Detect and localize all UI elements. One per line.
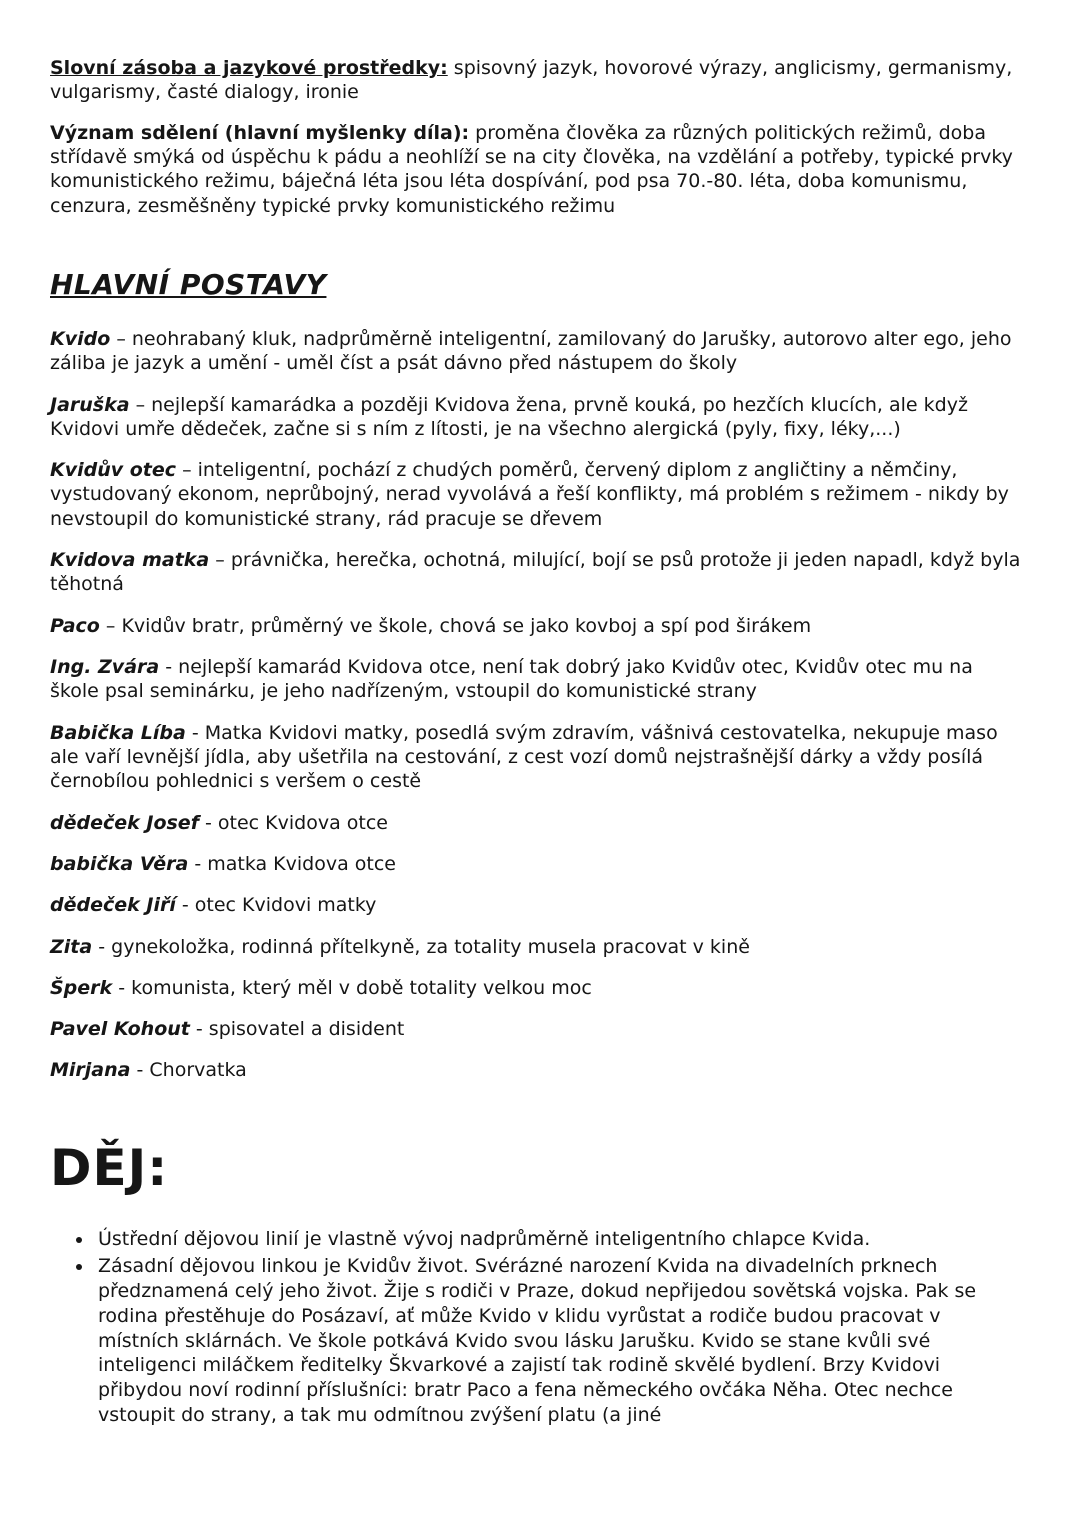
- vocab-paragraph: [50, 56, 1026, 105]
- character-paco: [50, 614, 1026, 638]
- character-desc: – neohrabaný kluk, nadprůměrně inteligentní, zamilovaný do Jarušky, autorovo alter ego, jeho záliba je jazyk a umění - uměl číst a psát dávno před nástupem do školy: [50, 327, 1012, 375]
- plot-bullet: • Zásadní dějovou linkou je Kvidův život. Svérázné narození Kvida na divadelních prknech předznamená celý jeho život. Žije s rodiči v Praze, dokud nepřijedou sovětská vojska. Pak se rodina přestěhuje do Posázaví, ať může Kvido v klidu vyrůstat a rodiče budou pracovat v místních sklárnách. Ve škole potkává Kvido svou lásku Jarušku. Kvido se stane kvůli své inteligenci miláčkem ředitelky Škvarkové a zajistí tak rodině skvělé bydlení. Brzy Kvidovi přibydou noví rodinní příslušníci: bratr Paco a fena německého ovčáka Něha. Otec nechce vstoupit do strany, a tak mu odmítnou zvýšení platu (a jiné: [94, 1254, 1026, 1427]
- character-name: Kvidův otec: [50, 459, 177, 482]
- character-kviduv-otec: [50, 458, 1026, 531]
- character-desc: – právnička, herečka, ochotná, milující, bojí se psů protože ji jeden napadl, když byla těhotná: [50, 549, 1021, 596]
- characters-heading: HLAVNÍ POSTAVY: [50, 267, 327, 301]
- character-zita: [50, 935, 1026, 959]
- character-name: Pavel Kohout: [50, 1018, 190, 1041]
- vocab-text: spisovný jazyk, hovorové výrazy, anglicismy, germanismy, vulgarismy, časté dialogy, ironie: [50, 57, 1013, 104]
- character-sperk: [50, 976, 1026, 1000]
- character-mirjana: [50, 1058, 1026, 1082]
- character-name: dědeček Jiří: [50, 894, 176, 917]
- character-desc: - nejlepší kamarád Kvidova otce, není tak dobrý jako Kvidův otec, Kvidův otec mu na škole psal seminárku, je jeho nadřízeným, vstoupil do komunistické strany: [50, 656, 973, 703]
- character-desc: - gynekoložka, rodinná přítelkyně, za totality musela pracovat v kině: [92, 935, 750, 958]
- character-name: Babička Líba: [50, 721, 186, 744]
- character-desc: - otec Kvidovi matky: [175, 894, 377, 917]
- character-desc: - Chorvatka: [130, 1059, 247, 1082]
- character-name: Paco: [50, 614, 100, 637]
- character-kvido: [50, 327, 1026, 376]
- plot-list: [94, 1227, 1026, 1428]
- plot-bullet: • Ústřední dějovou linií je vlastně vývoj nadprůměrně inteligentního chlapce Kvida.: [94, 1227, 1026, 1252]
- character-dedecek-josef: [50, 811, 1026, 835]
- character-desc: - Matka Kvidovi matky, posedlá svým zdravím, vášnivá cestovatelka, nekupuje maso ale vaří levnější jídla, aby ušetřila na cestování, z cest vozí domů nejstrašnější dárky a vždy posílá černobílou pohlednici s veršem o cestě: [50, 721, 998, 793]
- character-desc: – inteligentní, pochází z chudých poměrů, červený diplom z angličtiny a němčiny, vystudovaný ekonom, neprůbojný, nerad vyvolává a řeší konflikty, má problém s režimem - nikdy by nevstoupil do komunistické strany, rád pracuje se dřevem: [50, 459, 1009, 530]
- meaning-text: proměna člověka za různých politických režimů, doba střídavě smýká od úspěchu k pádu a neohlíží se na city člověka, na vzdělání a potřeby, typické prvky komunistického režimu, báječná léta jsou léta dospívání, pod psa 70.-80. léta, doba komunismu, cenzura, zesměšněny typické prvky komunistického režimu: [50, 121, 1013, 217]
- character-name: dědeček Josef: [50, 811, 199, 834]
- meaning-label: Význam sdělení (hlavní myšlenky díla):: [50, 121, 470, 144]
- character-dedecek-jiri: [50, 893, 1026, 917]
- character-name: Ing. Zvára: [50, 656, 160, 678]
- plot-heading: DĚJ:: [50, 1138, 169, 1197]
- character-desc: - matka Kvidova otce: [188, 852, 396, 875]
- character-jaruska: [50, 393, 1026, 442]
- character-desc: - spisovatel a disident: [189, 1018, 405, 1041]
- character-ing-zvara: [50, 655, 1026, 704]
- character-pavel-kohout: [50, 1017, 1026, 1041]
- character-desc: – nejlepší kamarádka a později Kvidova žena, prvně kouká, po hezčích klucích, ale když Kvidovi umře dědeček, začne si s ním z lítosti, je na všechno alergická (pyly, fixy, léky,...): [50, 393, 968, 440]
- character-desc: – Kvidův bratr, průměrný ve škole, chová se jako kovboj a spí pod širákem: [99, 614, 812, 637]
- character-name: Šperk: [50, 976, 113, 999]
- character-kvidova-matka: [50, 548, 1026, 597]
- character-name: Kvidova matka: [50, 549, 210, 572]
- character-name: Zita: [50, 935, 93, 958]
- character-name: Kvido: [50, 327, 111, 350]
- character-name: babička Věra: [50, 852, 189, 875]
- character-desc: - komunista, který měl v době totality velkou moc: [112, 976, 592, 999]
- character-name: Mirjana: [50, 1059, 131, 1082]
- meaning-paragraph: [50, 121, 1026, 218]
- character-babicka-vera: [50, 852, 1026, 876]
- vocab-label: Slovní zásoba a jazykové prostředky:: [50, 57, 448, 79]
- character-name: Jaruška: [50, 393, 130, 416]
- character-babicka-liba: [50, 721, 1026, 794]
- character-desc: - otec Kvidova otce: [198, 811, 388, 834]
